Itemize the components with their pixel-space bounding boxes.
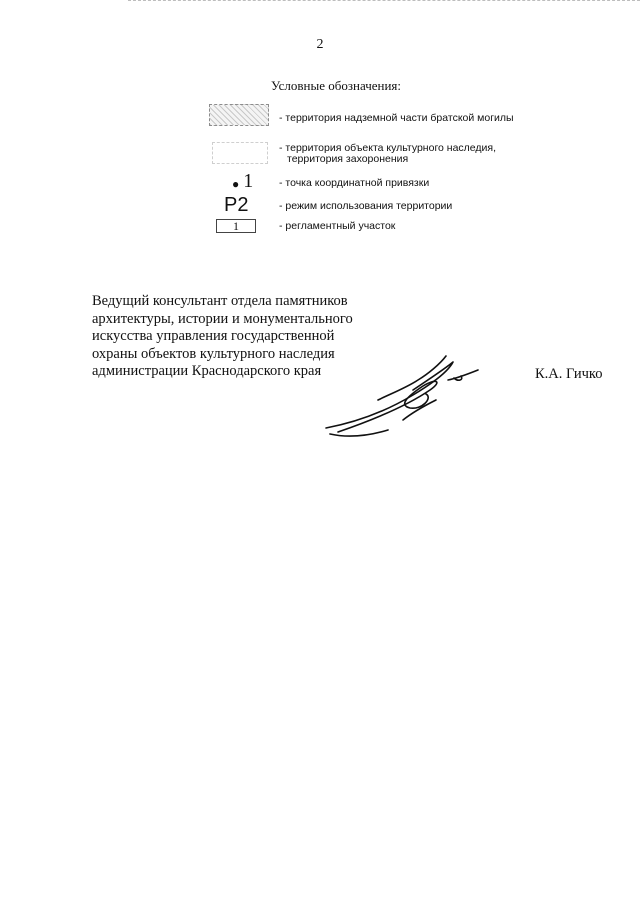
page-number: 2 [316, 37, 324, 52]
coordinate-point-label: 1 [243, 170, 254, 192]
legend-item-usage-regime: - режим использования территории [279, 200, 453, 212]
zone-code-symbol: Р2 [224, 194, 249, 216]
legend-item-heritage-line-2: территория захоронения [287, 153, 409, 165]
position-line: охраны объектов культурного наследия [92, 345, 335, 362]
legend-title: Условные обозначения: [271, 78, 402, 93]
hatched-area-symbol [209, 104, 269, 126]
position-line: Ведущий консультант отдела памятников [92, 293, 348, 309]
scan-edge-mark [128, 0, 640, 4]
legend-item-coordinate-point: - точка координатной привязки [279, 177, 430, 189]
signatory-name: К.А. Гичко [535, 366, 603, 382]
signatory-position [92, 293, 353, 381]
legend-item-heritage-line-1: - территория объекта культурного наследия, [279, 142, 497, 154]
position-line: архитектуры, истории и монументального [92, 310, 353, 327]
legend-item-mass-grave-area: - территория надземной части братской могилы [279, 112, 514, 124]
legend-item-heritage-territory [279, 143, 496, 165]
coordinate-point-symbol [232, 170, 253, 193]
handwritten-signature [318, 350, 483, 440]
position-line: искусства управления государственной [92, 328, 335, 344]
position-line: администрации Краснодарского края [92, 363, 322, 379]
dashed-boundary-symbol [212, 142, 268, 164]
legend-item-regulation-plot: - регламентный участок [279, 220, 396, 232]
point-dot-icon: ● [232, 177, 240, 191]
regulation-plot-symbol: 1 [216, 219, 256, 233]
